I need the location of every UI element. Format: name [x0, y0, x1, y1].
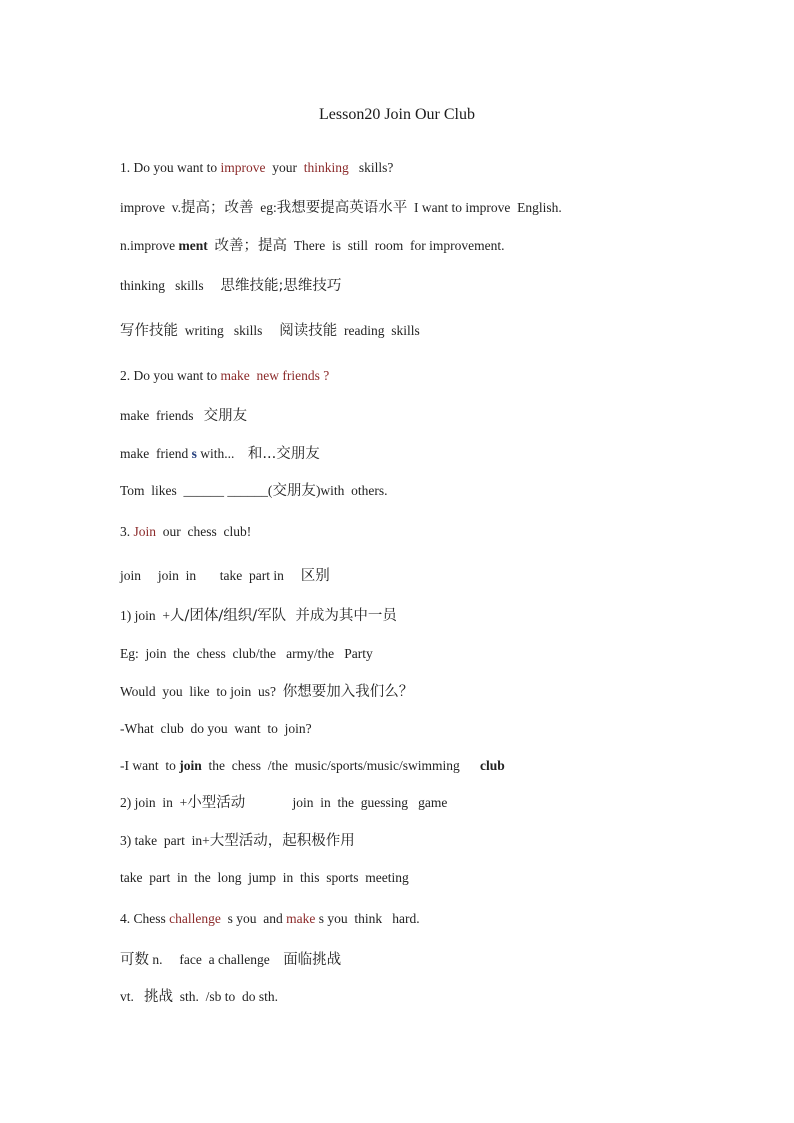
challenge-verb-line: vt. 挑战 sth. /sb to do sth.: [120, 989, 279, 1005]
highlight-make-new-friends: make new friends: [220, 368, 320, 383]
fill-blank-exercise: Tom likes ______ ______(交朋友)with others.: [120, 483, 388, 499]
challenge-noun-line: 可数 n. face a challenge 面临挑战: [120, 952, 342, 968]
join-example-line: Eg: join the chess club/the army/the Party: [120, 646, 373, 661]
highlight-challenge: challenge: [169, 911, 221, 926]
join-rule-3: 3) take part in+大型活动，起积极作用: [120, 833, 355, 849]
skills-examples-line: 写作技能 writing skills 阅读技能 reading skills: [120, 323, 420, 339]
highlight-make: make: [286, 911, 316, 926]
join-rule-2: 2) join in +小型活动 join in the guessing game: [120, 795, 448, 811]
join-comparison-line: join join in take part in 区别: [120, 568, 330, 584]
make-friends-with-line: make friend s with... 和...交朋友: [120, 446, 320, 462]
page-title: Lesson20 Join Our Club: [319, 106, 475, 123]
improvement-definition: n.improve ment 改善；提高 There is still room for improvement.: [120, 238, 505, 254]
make-friends-line: make friends 交朋友: [120, 408, 248, 424]
point-2-question: 2. Do you want to make new friends ?: [120, 368, 330, 383]
take-part-example: take part in the long jump in this sports meeting: [120, 870, 409, 885]
point-3-heading: 3. Join our chess club!: [120, 524, 252, 539]
improve-definition: improve v.提高；改善 eg:我想要提高英语水平 I want to improve English.: [120, 200, 562, 216]
join-rule-1: 1) join +人/团体/组织/军队 并成为其中一员: [120, 608, 397, 624]
highlight-improve: improve: [220, 160, 266, 175]
dialog-question: -What club do you want to join?: [120, 721, 312, 736]
join-us-line: Would you like to join us? 你想要加入我们么？: [120, 684, 414, 700]
highlight-thinking: thinking: [303, 160, 349, 175]
point-4-heading: 4. Chess challenge s you and make s you think hard.: [120, 911, 420, 926]
highlight-join: Join: [133, 524, 157, 539]
point-1-question: 1. Do you want to improve your thinking skills?: [120, 160, 394, 175]
thinking-skills-line: thinking skills 思维技能;思维技巧: [120, 278, 342, 294]
dialog-answer: -I want to join the chess /the music/sports/music/swimming club: [120, 758, 505, 773]
